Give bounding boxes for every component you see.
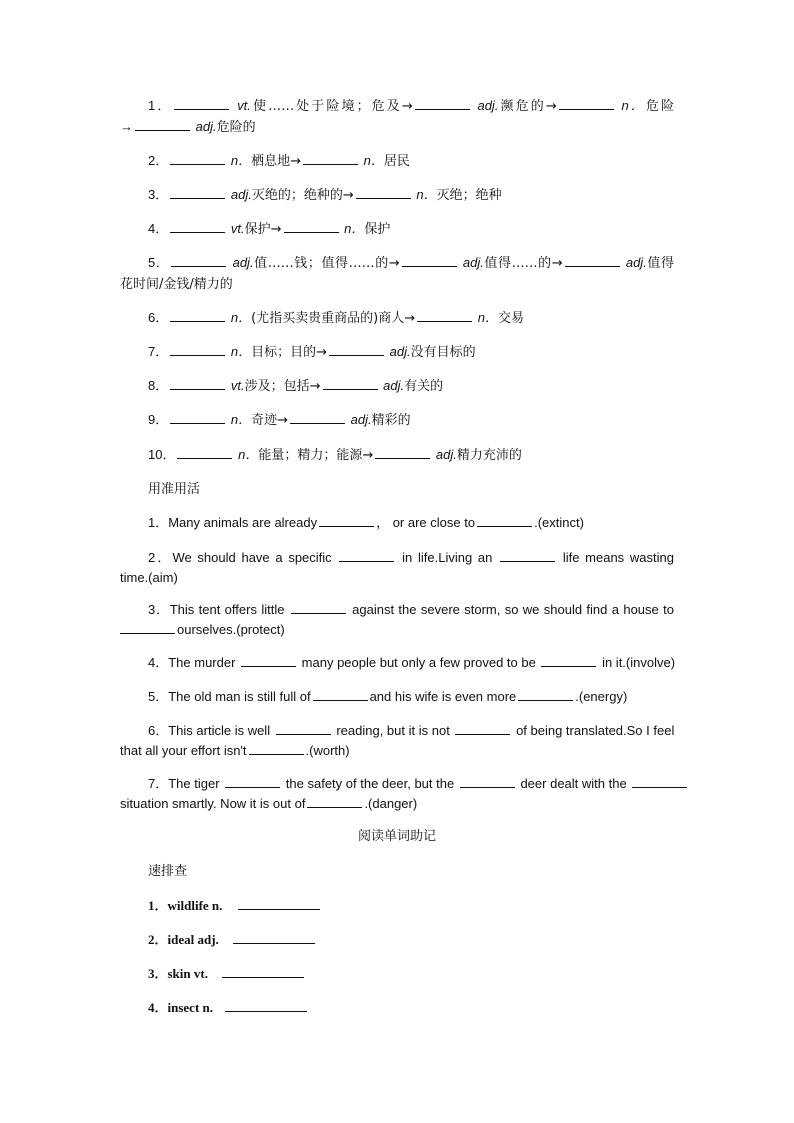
exercise-3: 3．This tent offers little against the severe storm, so we should find a house to (148, 602, 674, 617)
quick-item-2: 2．ideal adj. (148, 930, 317, 950)
exercise-7: 7．The tiger the safety of the deer, but the deer dealt with the (148, 774, 674, 794)
answer-blank[interactable] (319, 513, 374, 527)
exercise-1: 1．Many animals are already ， or are close to .(extinct) (148, 515, 584, 530)
answer-blank[interactable] (356, 185, 411, 199)
answer-blank[interactable] (500, 548, 555, 562)
vocab-line-1-cont: → adj.危险的 (120, 119, 256, 135)
exercise-4: 4．The murder many people but only a few proved to be in it.(involve) (148, 655, 676, 670)
answer-blank[interactable] (632, 774, 687, 788)
vocab-line-9: 9． n．奇迹→ adj.精彩的 (148, 412, 411, 428)
answer-blank[interactable] (375, 445, 430, 459)
exercise-7-cont: situation smartly. Now it is out of .(danger) (120, 796, 418, 811)
answer-blank[interactable] (559, 96, 614, 110)
section-title-reading: 阅读单词助记 (357, 829, 436, 844)
answer-blank[interactable] (284, 219, 339, 233)
answer-blank[interactable] (170, 219, 225, 233)
answer-blank[interactable] (415, 96, 470, 110)
quick-item-4: 4．insect n. (148, 998, 309, 1018)
vocab-line-6: 6． n．(尤指买卖贵重商品的)商人→ n．交易 (148, 310, 525, 326)
answer-blank[interactable] (402, 253, 457, 267)
vocab-line-4: 4． vt.保护→ n．保护 (148, 221, 391, 237)
answer-blank[interactable] (170, 151, 225, 165)
answer-blank[interactable] (170, 376, 225, 390)
quick-item-1: 1．wildlife n. (148, 896, 322, 916)
answer-blank[interactable] (170, 342, 225, 356)
answer-blank[interactable] (225, 774, 280, 788)
answer-blank[interactable] (249, 741, 304, 755)
answer-blank[interactable] (518, 687, 573, 701)
answer-blank[interactable] (238, 896, 320, 910)
answer-blank[interactable] (120, 620, 175, 634)
answer-blank[interactable] (135, 117, 190, 131)
answer-blank[interactable] (323, 376, 378, 390)
answer-blank[interactable] (329, 342, 384, 356)
exercise-6: 6．This article is well reading, but it is not of being translated.So I feel (148, 723, 675, 738)
answer-blank[interactable] (276, 721, 331, 735)
answer-blank[interactable] (170, 185, 225, 199)
vocab-line-3: 3． adj.灭绝的；绝种的→ n．灭绝；绝种 (148, 187, 502, 203)
answer-blank[interactable] (170, 308, 225, 322)
answer-blank[interactable] (233, 930, 315, 944)
answer-blank[interactable] (339, 548, 394, 562)
vocab-line-7: 7． n．目标；目的→ adj.没有目标的 (148, 344, 476, 360)
vocab-line-5-cont: 花时间/金钱/精力的 (120, 277, 233, 292)
answer-blank[interactable] (303, 151, 358, 165)
answer-blank[interactable] (177, 445, 232, 459)
answer-blank[interactable] (241, 653, 296, 667)
vocab-line-10: 10． n．能量；精力；能源→ adj.精力充沛的 (148, 447, 522, 463)
exercise-6-cont: that all your effort isn't .(worth) (120, 743, 350, 758)
vocab-line-5: 5． adj.值……钱；值得……的→ adj.值得……的→ adj.值得 (148, 255, 674, 271)
answer-blank[interactable] (291, 600, 346, 614)
answer-blank[interactable] (225, 998, 307, 1012)
exercise-5: 5．The old man is still full of and his wife is even more .(energy) (148, 689, 628, 704)
answer-blank[interactable] (290, 410, 345, 424)
answer-blank[interactable] (313, 687, 368, 701)
answer-blank[interactable] (307, 794, 362, 808)
answer-blank[interactable] (477, 513, 532, 527)
answer-blank[interactable] (170, 410, 225, 424)
section-title-quick-check: 速排查 (148, 864, 188, 879)
vocab-line-1: 1． vt.使……处于险境；危及→ adj.濒危的→ n．危险 (148, 98, 674, 114)
quick-item-3: 3．skin vt. (148, 964, 306, 984)
answer-blank[interactable] (171, 253, 226, 267)
exercise-3-cont: ourselves.(protect) (120, 620, 674, 640)
answer-blank[interactable] (222, 964, 304, 978)
exercise-2: 2．We should have a specific in life.Living an life means wasting (148, 550, 674, 565)
answer-blank[interactable] (455, 721, 510, 735)
answer-blank[interactable] (541, 653, 596, 667)
answer-blank[interactable] (565, 253, 620, 267)
exercise-2-cont: time.(aim) (120, 570, 178, 585)
answer-blank[interactable] (460, 774, 515, 788)
vocab-line-8: 8． vt.涉及；包括→ adj.有关的 (148, 378, 444, 394)
section-title-usage: 用准用活 (148, 482, 201, 497)
answer-blank[interactable] (174, 96, 229, 110)
vocab-line-2: 2． n．栖息地→ n．居民 (148, 153, 410, 169)
answer-blank[interactable] (417, 308, 472, 322)
